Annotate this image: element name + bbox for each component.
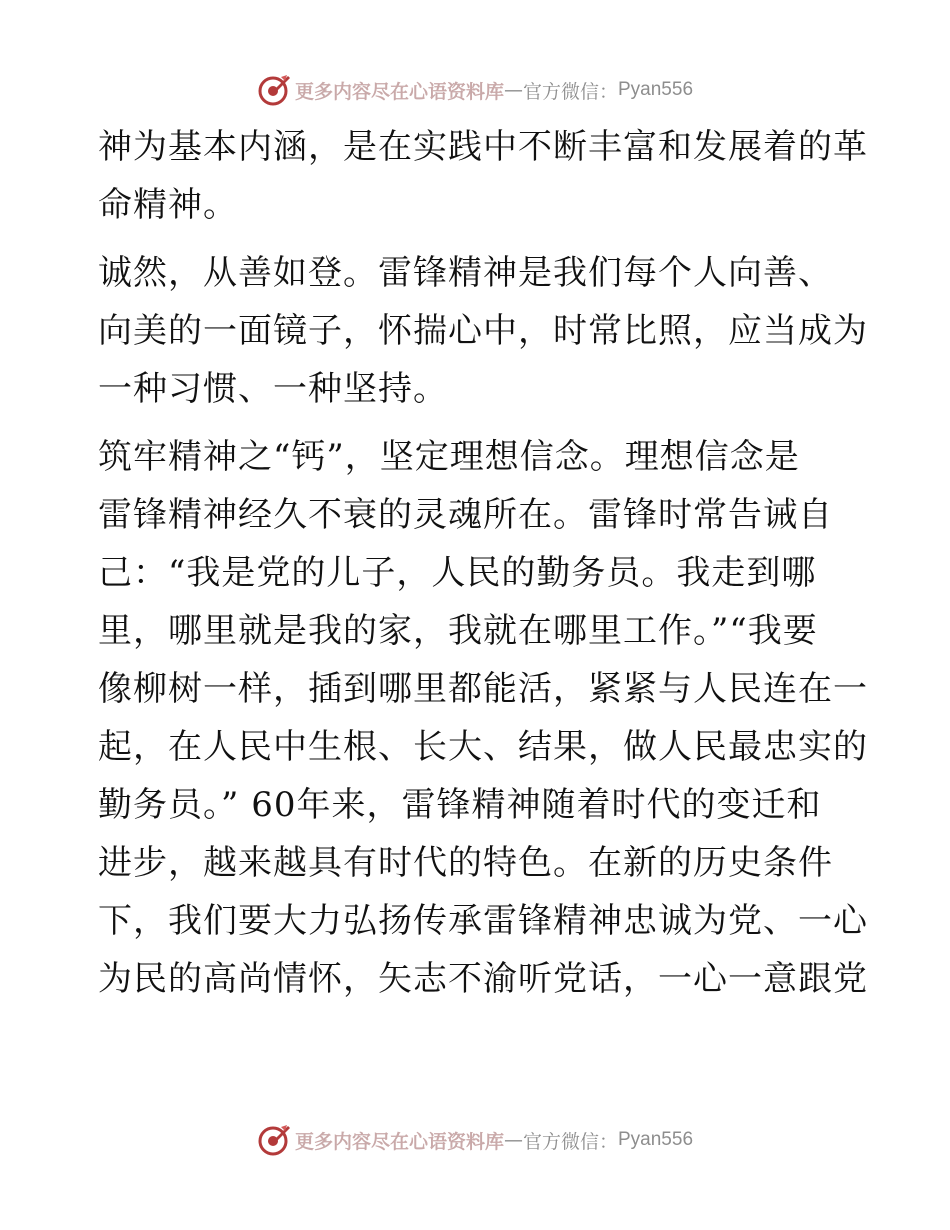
- text-line: 雷锋精神经久不衰的灵魂所在。雷锋时常告诫自: [98, 495, 833, 535]
- text-line: 诚然，从善如登。雷锋精神是我们每个人向善、: [98, 253, 833, 293]
- paragraph-3: [98, 428, 868, 1008]
- text-line: 起，在人民中生根、长大、结果，做人民最忠实的: [98, 727, 868, 767]
- text-line: 神为基本内涵，是在实践中不断丰富和发展着的革: [98, 127, 868, 167]
- quill-logo-icon: [257, 73, 291, 107]
- watermark-wechat-id: Pyan556: [618, 1129, 694, 1150]
- paragraph-1: [98, 118, 868, 234]
- watermark-wechat-id: Pyan556: [618, 79, 694, 100]
- footer-watermark: [0, 1120, 950, 1160]
- text-line: 勤务员。” 60年来，雷锋精神随着时代的变迁和: [98, 785, 822, 825]
- watermark-dash: —: [503, 1129, 523, 1151]
- text-line: 像柳树一样，插到哪里都能活，紧紧与人民连在一: [98, 669, 868, 709]
- text-line: 己：“我是党的儿子，人民的勤务员。我走到哪: [98, 553, 817, 593]
- text-line: 进步，越来越具有时代的特色。在新的历史条件: [98, 843, 833, 883]
- watermark-official-label: 官方微信：: [522, 1130, 618, 1153]
- text-line: 下，我们要大力弘扬传承雷锋精神忠诚为党、一心: [98, 901, 868, 941]
- text-line: 命精神。: [98, 185, 238, 225]
- paragraph-2: [98, 244, 868, 418]
- text-line: 里，哪里就是我的家，我就在哪里工作。”“我要: [98, 611, 818, 651]
- watermark-site-text: 更多内容尽在心语资料库: [294, 80, 504, 103]
- watermark-dash: —: [503, 79, 523, 101]
- text-line: 向美的一面镜子，怀揣心中，时常比照，应当成为: [98, 311, 868, 351]
- watermark-official-label: 官方微信：: [522, 80, 618, 103]
- document-body: [98, 118, 868, 1018]
- quill-logo-icon: [257, 1123, 291, 1157]
- text-line: 一种习惯、一种坚持。: [98, 369, 448, 409]
- text-line: 筑牢精神之“钙”，坚定理想信念。理想信念是: [98, 437, 800, 477]
- watermark-site-text: 更多内容尽在心语资料库: [294, 1130, 504, 1153]
- text-line: 为民的高尚情怀，矢志不渝听党话，一心一意跟党: [98, 959, 868, 999]
- header-watermark: [0, 70, 950, 110]
